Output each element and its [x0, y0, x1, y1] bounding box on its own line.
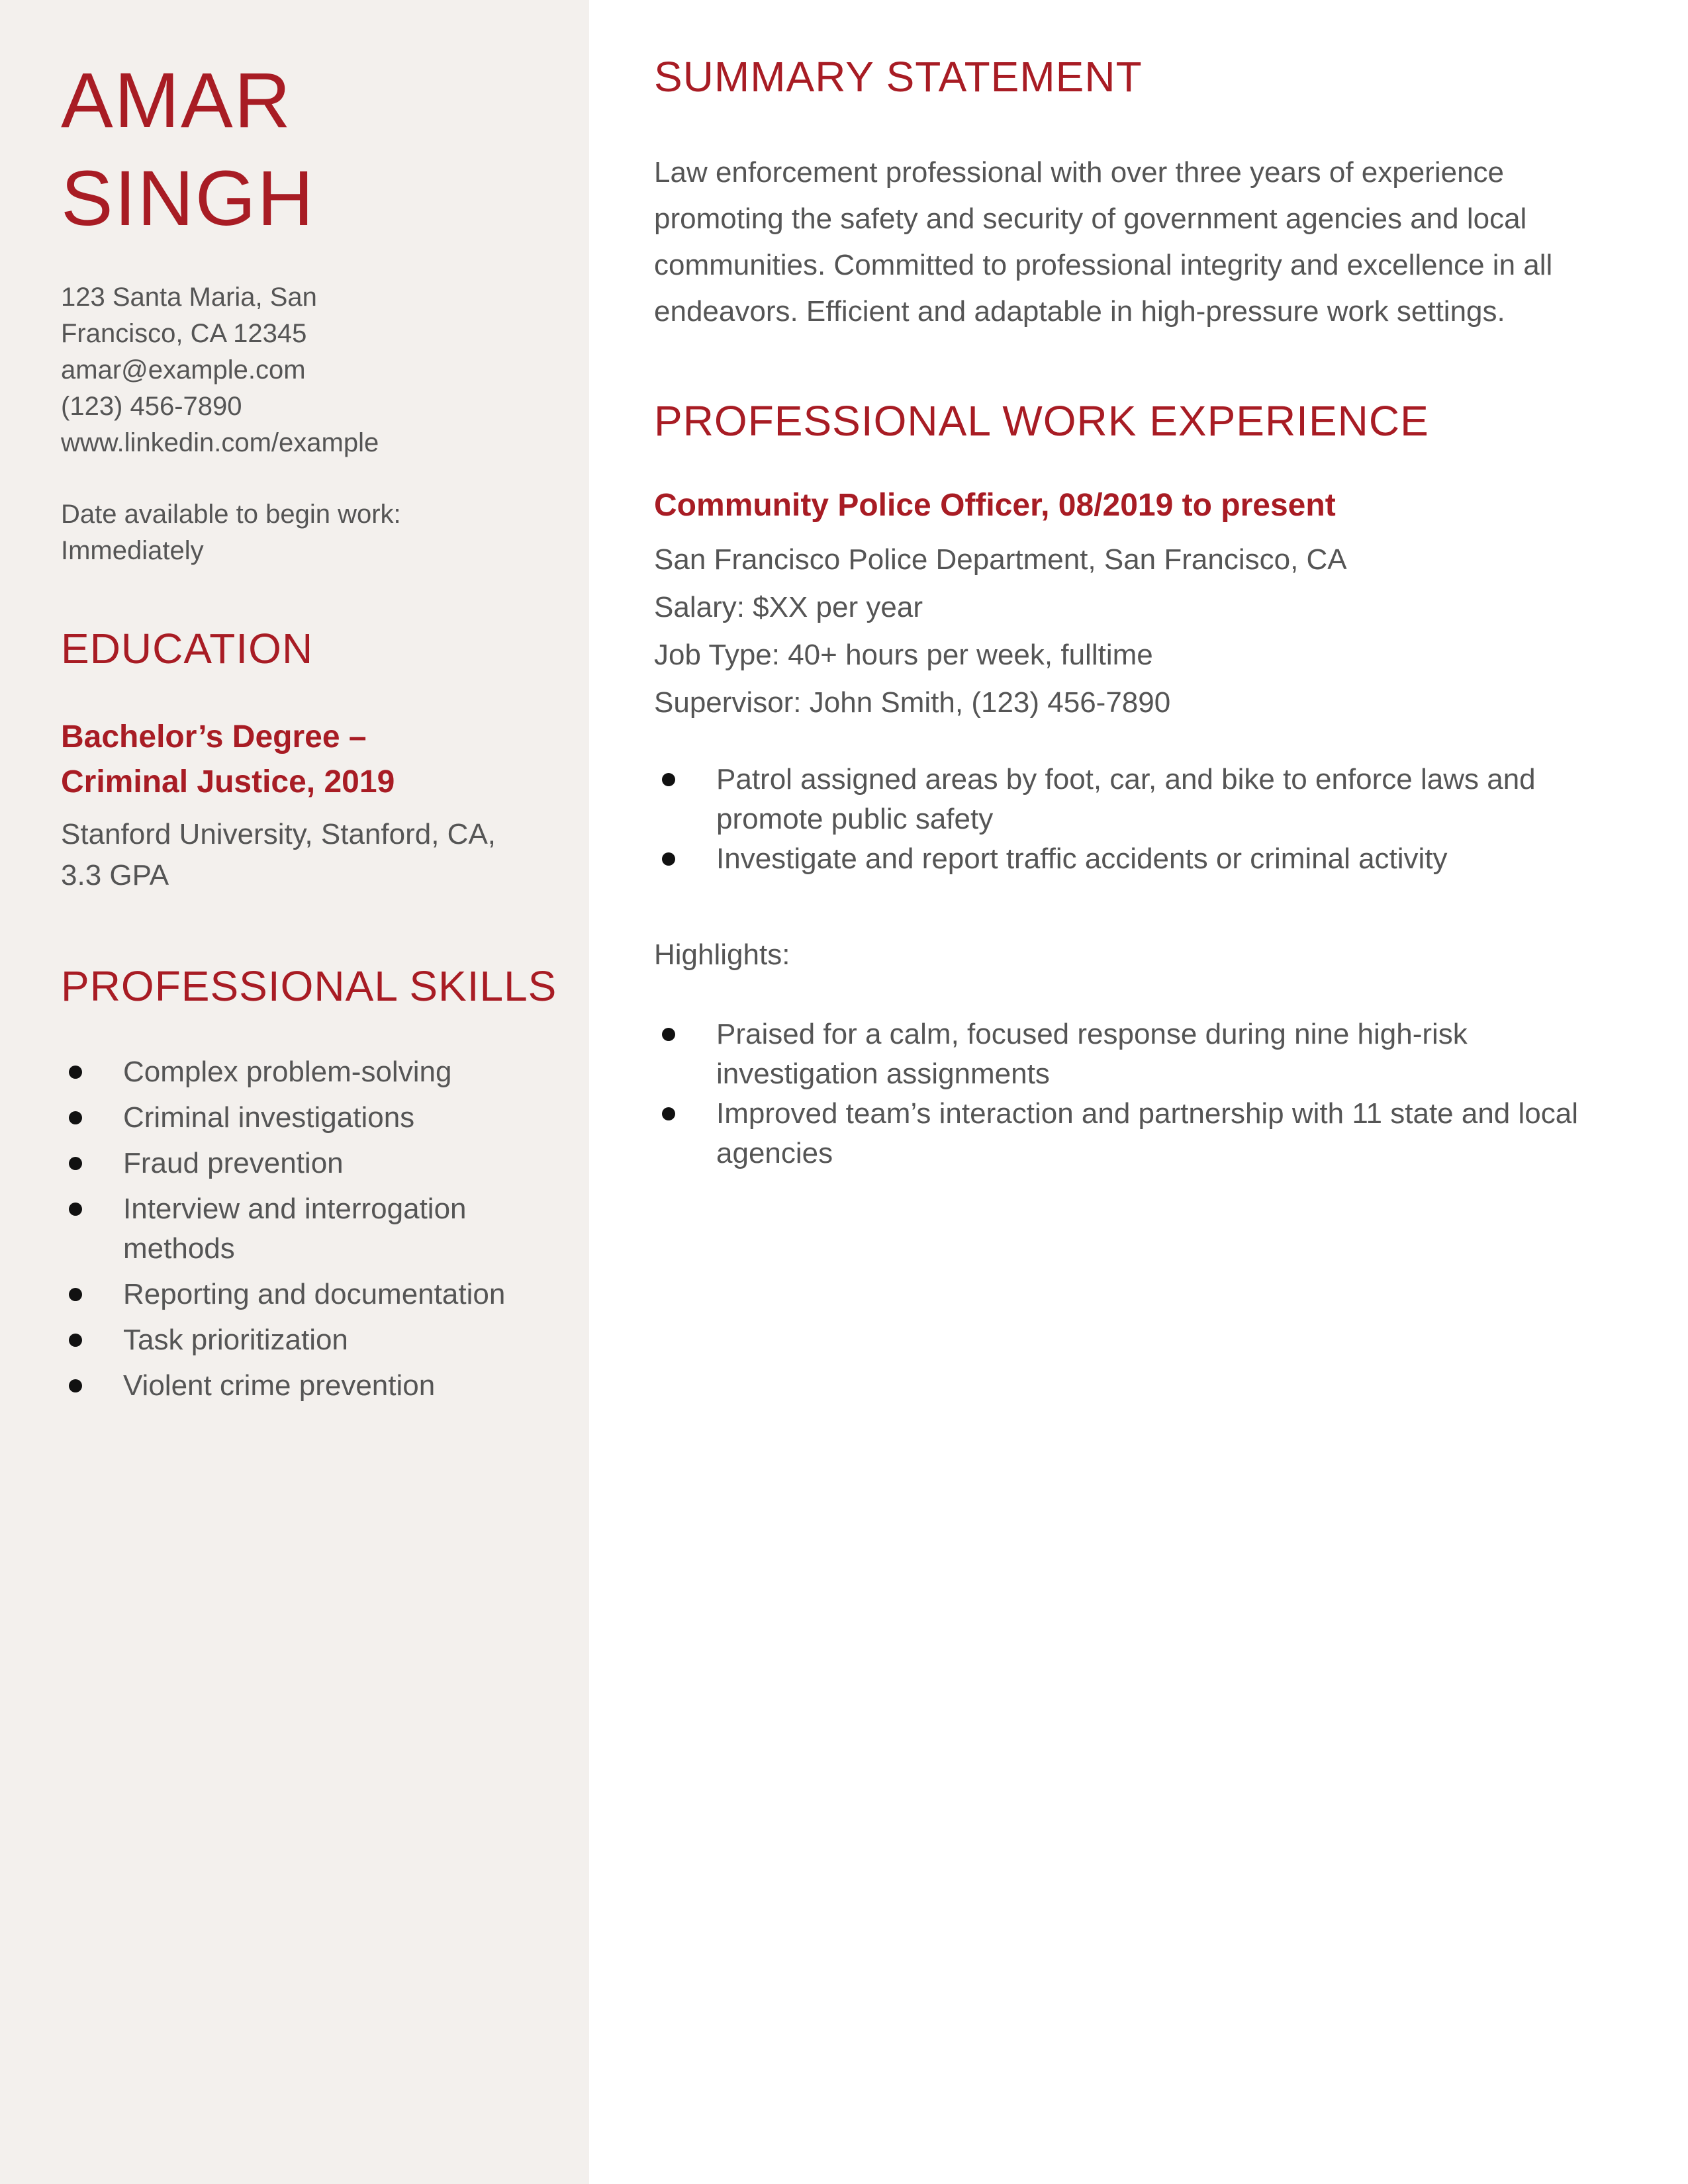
- candidate-name: [61, 52, 564, 248]
- responsibilities-list: [654, 760, 1620, 879]
- bullet-icon: [69, 1379, 82, 1392]
- highlights-label: Highlights:: [654, 938, 790, 971]
- education-heading: EDUCATION: [61, 625, 314, 672]
- last-name: SINGH: [61, 155, 315, 242]
- linkedin-url: www.linkedin.com/example: [61, 428, 379, 457]
- highlight-item-text: Improved team’s interaction and partnership with 11 state and local agencies: [716, 1097, 1578, 1169]
- job-type: Job Type: 40+ hours per week, fulltime: [654, 639, 1153, 671]
- experience-heading: PROFESSIONAL WORK EXPERIENCE: [654, 397, 1429, 445]
- skills-list: [61, 1052, 538, 1412]
- availability: [61, 496, 551, 569]
- bullet-icon: [662, 1028, 675, 1041]
- bullet-icon: [662, 773, 675, 786]
- responsibility-item: [654, 760, 1620, 839]
- skill-item: [61, 1189, 538, 1269]
- skill-item-text: Fraud prevention: [123, 1147, 344, 1179]
- phone: (123) 456-7890: [61, 392, 242, 421]
- address-line-1: 123 Santa Maria, San: [61, 283, 317, 312]
- highlights-list: [654, 1015, 1620, 1173]
- degree-title: [61, 715, 551, 805]
- skills-heading: PROFESSIONAL SKILLS: [61, 962, 557, 1010]
- skill-item-text: Criminal investigations: [123, 1101, 415, 1134]
- skill-item: [61, 1098, 538, 1138]
- degree-line-1: Bachelor’s Degree –: [61, 719, 367, 754]
- skill-item-text: Violent crime prevention: [123, 1369, 436, 1402]
- supervisor: Supervisor: John Smith, (123) 456-7890: [654, 686, 1171, 719]
- skill-item-text: Interview and interrogation methods: [123, 1193, 467, 1265]
- responsibility-item-text: Investigate and report traffic accidents or criminal activity: [716, 842, 1448, 875]
- bullet-icon: [69, 1288, 82, 1301]
- bullet-icon: [69, 1157, 82, 1170]
- skill-item-text: Complex problem-solving: [123, 1056, 452, 1088]
- bullet-icon: [69, 1334, 82, 1347]
- skill-item: [61, 1052, 538, 1092]
- responsibility-item: [654, 839, 1620, 879]
- address-line-2: Francisco, CA 12345: [61, 319, 307, 348]
- contact-block: [61, 279, 551, 461]
- left-sidebar: [0, 0, 589, 2184]
- bullet-icon: [69, 1111, 82, 1124]
- summary-text: Law enforcement professional with over three years of experience promoting the safety and security of government agencies and local communities. Committed to professional integrity and excellence in all endeavors. Efficient and adaptable in high-pressure work settings.: [654, 156, 1553, 328]
- job-title: Community Police Officer, 08/2019 to present: [654, 488, 1336, 523]
- highlight-item: [654, 1094, 1620, 1173]
- availability-value: Immediately: [61, 536, 204, 565]
- highlight-item: [654, 1015, 1620, 1094]
- job-details: [654, 536, 1620, 727]
- highlight-item-text: Praised for a calm, focused response during nine high-risk investigation assignments: [716, 1018, 1468, 1090]
- skill-item: [61, 1366, 538, 1406]
- summary-heading: SUMMARY STATEMENT: [654, 53, 1143, 101]
- school-info: Stanford University, Stanford, CA, 3.3 GPA: [61, 818, 496, 891]
- employer: San Francisco Police Department, San Francisco, CA: [654, 543, 1347, 576]
- salary: Salary: $XX per year: [654, 591, 923, 623]
- responsibility-item-text: Patrol assigned areas by foot, car, and bike to enforce laws and promote public safety: [716, 763, 1536, 835]
- skill-item: [61, 1144, 538, 1183]
- skill-item: [61, 1275, 538, 1314]
- bullet-icon: [69, 1066, 82, 1079]
- skill-item: [61, 1320, 538, 1360]
- skill-item-text: Task prioritization: [123, 1324, 348, 1356]
- degree-line-2: Criminal Justice, 2019: [61, 764, 395, 799]
- bullet-icon: [662, 1107, 675, 1120]
- availability-label: Date available to begin work:: [61, 500, 401, 529]
- first-name: AMAR: [61, 57, 292, 144]
- email: amar@example.com: [61, 355, 306, 385]
- bullet-icon: [662, 852, 675, 866]
- skill-item-text: Reporting and documentation: [123, 1278, 506, 1310]
- bullet-icon: [69, 1203, 82, 1216]
